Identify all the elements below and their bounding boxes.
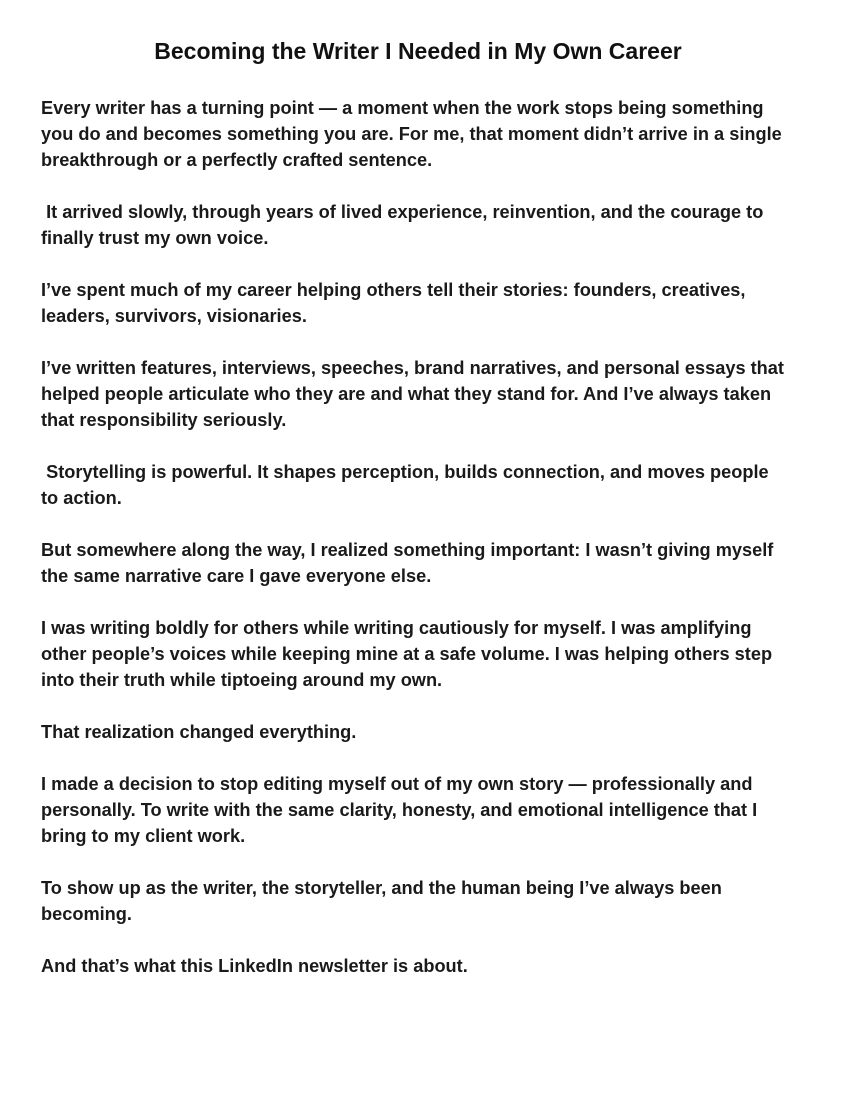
paragraph-6: But somewhere along the way, I realized something important: I wasn’t giving myself the same narrative care I gave everyone else. (41, 540, 774, 586)
article-title: Becoming the Writer I Needed in My Own Career (154, 38, 682, 64)
paragraph-11: And that’s what this LinkedIn newsletter is about. (41, 956, 468, 976)
paragraph-5: Storytelling is powerful. It shapes perception, builds connection, and moves people to action. (41, 462, 769, 508)
paragraph-3: I’ve spent much of my career helping others tell their stories: founders, creatives, leaders, survivors, visionaries. (41, 280, 746, 326)
paragraph-9: I made a decision to stop editing myself out of my own story — professionally and personally. To write with the same clarity, honesty, and emotional intelligence that I bring to my client work. (41, 774, 758, 846)
paragraph-8: That realization changed everything. (41, 722, 357, 742)
paragraph-2: It arrived slowly, through years of lived experience, reinvention, and the courage to finally trust my own voice. (41, 202, 764, 248)
article-body (41, 95, 821, 1005)
paragraph-10: To show up as the writer, the storyteller, and the human being I’ve always been becoming. (41, 878, 722, 924)
paragraph-4: I’ve written features, interviews, speeches, brand narratives, and personal essays that helped people articulate who they are and what they stand for. And I’ve always taken that responsibility seriously. (41, 358, 784, 430)
paragraph-7: I was writing boldly for others while writing cautiously for myself. I was amplifying other people’s voices while keeping mine at a safe volume. I was helping others step into their truth while tiptoeing around my own. (41, 618, 773, 690)
paragraph-1: Every writer has a turning point — a moment when the work stops being something you do and becomes something you are. For me, that moment didn’t arrive in a single breakthrough or a perfectly crafted sentence. (41, 98, 782, 170)
